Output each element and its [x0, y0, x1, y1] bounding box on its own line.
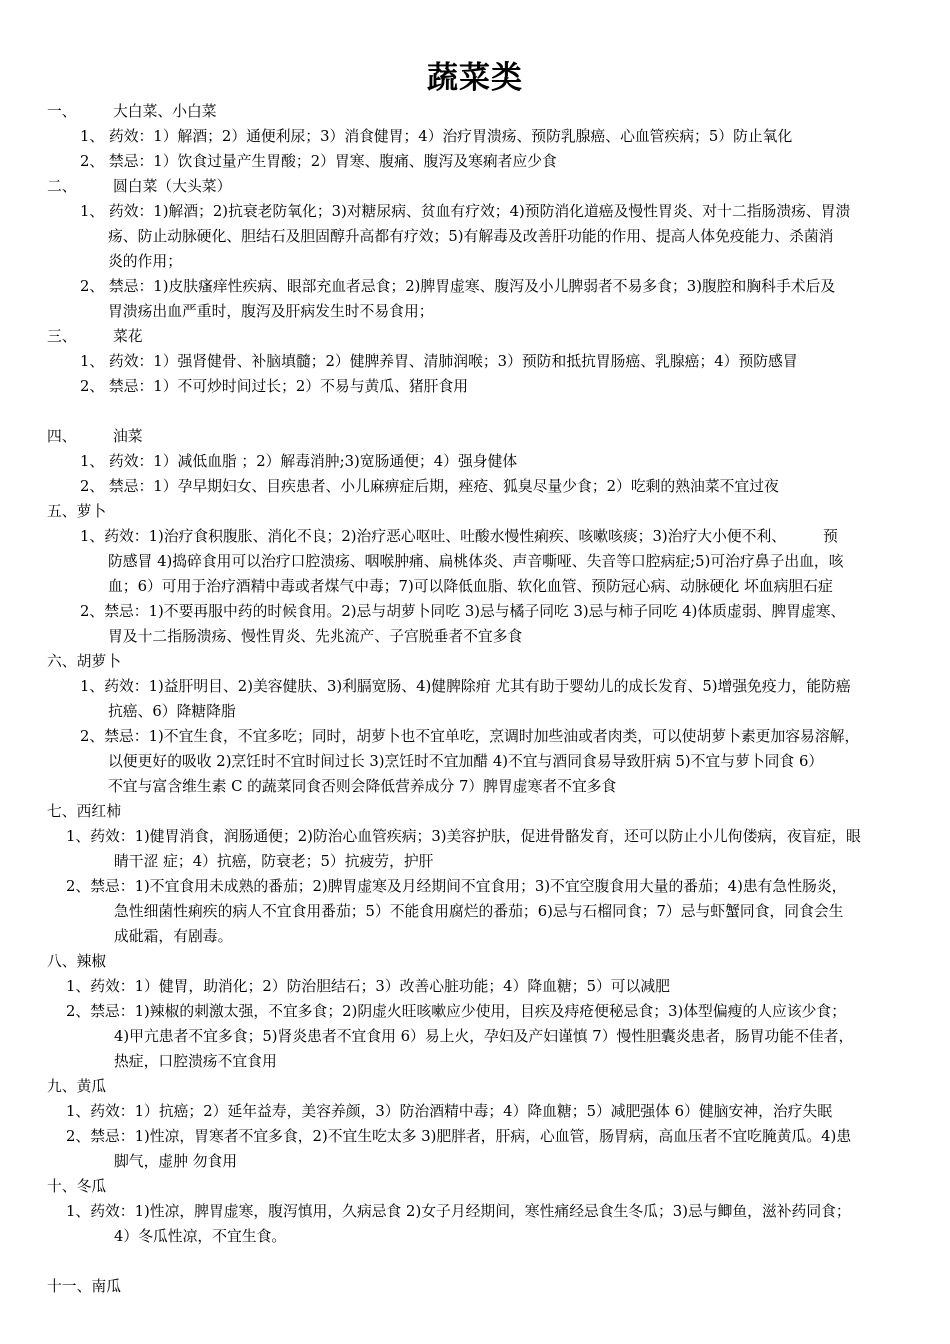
paragraph-line: 炎的作用；: [108, 253, 182, 270]
paragraph-line: 1、 药效：1）强肾健骨、补脑填髓；2）健脾养胃、清肺润喉；3）预防和抵抗胃肠癌、乳腺癌；4）预防感冒: [80, 353, 798, 370]
section-heading-1: [47, 99, 217, 124]
paragraph-line: 2、 禁忌：1）不可炒时间过长；2）不易与黄瓜、猪肝食用: [80, 378, 469, 395]
section-heading-11: 十一、南瓜: [47, 1278, 121, 1295]
section-heading-5: 五、萝卜: [47, 503, 107, 520]
paragraph-line: 1、药效：1)健胃消食，润肠通便；2)防治心血管疾病；3)美容护肤，促进骨骼发育，还可以防止小儿佝偻病，夜盲症，眼: [66, 828, 861, 845]
section-name: 大白菜、小白菜: [113, 103, 217, 120]
paragraph-line: 1、 药效：1）减低血脂 ；2）解毒消肿;3)宽肠通便；4）强身健体: [80, 453, 518, 470]
paragraph-line: 睛干涩 症；4）抗癌，防衰老；5）抗疲劳，护肝: [114, 853, 434, 870]
paragraph-line: 2、 禁忌：1）孕早期妇女、目疾患者、小儿麻痹症后期，痤疮、狐臭尽量少食；2）吃剩的熟油菜不宜过夜: [80, 478, 779, 495]
paragraph-line: 2、 禁忌：1）饮食过量产生胃酸；2）胃寒、腹痛、腹泻及寒痢者应少食: [80, 153, 557, 170]
paragraph-line: 防感冒 4)捣碎食用可以治疗口腔溃疡、咽喉肿痛、扁桃体炎、声音嘶哑、失音等口腔病症;5)可治疗鼻子出血，咳: [108, 553, 844, 570]
section-heading-8: 八、辣椒: [47, 953, 107, 970]
section-heading-9: 九、黄瓜: [47, 1078, 107, 1095]
paragraph-line: 1、药效：1)性凉，脾胃虚寒，腹泻慎用，久病忌食 2)女子月经期间，寒性痛经忌食生冬瓜；3)忌与鲫鱼，滋补药同食；: [66, 1203, 851, 1220]
section-name: 菜花: [113, 328, 143, 345]
paragraph-line: 1、药效：1）抗癌；2）延年益寿，美容养颜，3）防治酒精中毒；4）降血糖；5）减肥强体 6）健脑安神，治疗失眠: [66, 1103, 833, 1120]
section-number: 四、: [47, 428, 77, 445]
section-heading-7: 七、西红柿: [47, 803, 121, 820]
paragraph-line: 胃溃疡出血严重时，腹泻及肝病发生时不易食用；: [108, 303, 434, 320]
paragraph-line: 胃及十二指肠溃疡、慢性胃炎、先兆流产、子宫脱垂者不宜多食: [108, 628, 523, 645]
paragraph-line: 1、 药效：1)解酒；2)抗衰老防氧化；3)对糖尿病、贫血有疗效；4)预防消化道癌及慢性胃炎、对十二指肠溃疡、胃溃: [80, 203, 851, 220]
paragraph-line: 2、禁忌：1)性凉，胃寒者不宜多食，2)不宜生吃太多 3)肥胖者，肝病，心血管，肠胃病，高血压者不宜吃腌黄瓜。4)患: [66, 1128, 852, 1145]
section-name: 圆白菜（大头菜）: [113, 178, 232, 195]
section-heading-4: [47, 424, 143, 449]
paragraph-line: 4)甲亢患者不宜多食；5)肾炎患者不宜食用 6）易上火，孕妇及产妇谨慎 7）慢性胆囊炎患者，肠胃功能不佳者，: [114, 1028, 854, 1045]
page-title: 蔬菜类: [427, 60, 523, 96]
paragraph-line: 不宜与富含维生素 C 的蔬菜同食否则会降低营养成分 7）脾胃虚寒者不宜多食: [108, 778, 617, 795]
paragraph-line: 1、药效：1)益肝明目、2)美容健肤、3)利膈宽肠、4)健脾除疳 尤其有助于婴幼儿的成长发育、5)增强免疫力，能防癌: [80, 678, 851, 695]
section-number: 二、: [47, 178, 77, 195]
section-number: 三、: [47, 328, 77, 345]
paragraph-line: 血；6）可用于治疗酒精中毒或者煤气中毒；7)可以降低血脂、软化血管、预防冠心病、动脉硬化 坏血病胆石症: [108, 578, 833, 595]
paragraph-line: 2、禁忌：1)不宜食用未成熟的番茄；2)脾胃虚寒及月经期间不宜食用；3)不宜空腹食用大量的番茄；4)患有急性肠炎，: [66, 878, 847, 895]
paragraph-line: 急性细菌性痢疾的病人不宜食用番茄；5）不能食用腐烂的番茄；6)忌与石榴同食；7）忌与虾蟹同食，同食会生: [114, 903, 844, 920]
section-heading-6: 六、胡萝卜: [47, 653, 121, 670]
section-heading-10: 十、冬瓜: [47, 1178, 107, 1195]
paragraph-line: 以便更好的吸收 2)烹饪时不宜时间过长 3)烹饪时不宜加醋 4)不宜与酒同食易导致肝病 5)不宜与萝卜同食 6）: [108, 753, 824, 770]
paragraph-line: 成砒霜，有剧毒。: [114, 928, 233, 945]
paragraph-line: 2、禁忌：1)不宜生食，不宜多吃；同时，胡萝卜也不宜单吃，烹调时加些油或者肉类，可以使胡萝卜素更加容易溶解，: [80, 728, 860, 745]
paragraph-line: 抗癌、6）降糖降脂: [108, 703, 236, 720]
paragraph-line: 2、 禁忌：1)皮肤瘙痒性疾病、眼部充血者忌食；2)脾胃虚寒、腹泻及小儿脾弱者不易多食；3)腹腔和胸科手术后及: [80, 278, 836, 295]
paragraph-line: 2、禁忌：1)辣椒的刺激太强，不宜多食；2)阴虚火旺咳嗽应少使用，目疾及痔疮便秘忌食；3)体型偏瘦的人应该少食；: [66, 1003, 847, 1020]
section-number: 一、: [47, 103, 77, 120]
paragraph-line: 热症，口腔溃疡不宜食用: [114, 1053, 277, 1070]
section-heading-3: [47, 324, 143, 349]
paragraph-line: 1、药效：1)治疗食积腹胀、消化不良；2)治疗恶心呕吐、吐酸水慢性痢疾、咳嗽咳痰；3)治疗大小便不利、 预: [80, 528, 838, 545]
paragraph-line: 2、禁忌：1)不要再服中药的时候食用。2)忌与胡萝卜同吃 3)忌与橘子同吃 3)忌与柿子同吃 4)体质虚弱、脾胃虚寒、: [80, 603, 846, 620]
paragraph-line: 1、 药效：1）解酒；2）通便利尿；3）消食健胃；4）治疗胃溃疡、预防乳腺癌、心血管疾病；5）防止氧化: [80, 128, 793, 145]
paragraph-line: 1、药效：1）健胃，助消化；2）防治胆结石；3）改善心脏功能；4）降血糖；5）可以减肥: [66, 978, 670, 995]
paragraph-line: 脚气，虚肿 勿食用: [114, 1153, 238, 1170]
section-name: 油菜: [113, 428, 143, 445]
section-heading-2: [47, 174, 231, 199]
paragraph-line: 疡、防止动脉硬化、胆结石及胆固醇升高都有疗效；5)有解毒及改善肝功能的作用、提高人体免疫能力、杀菌消: [108, 228, 834, 245]
paragraph-line: 4）冬瓜性凉，不宜生食。: [114, 1228, 287, 1245]
